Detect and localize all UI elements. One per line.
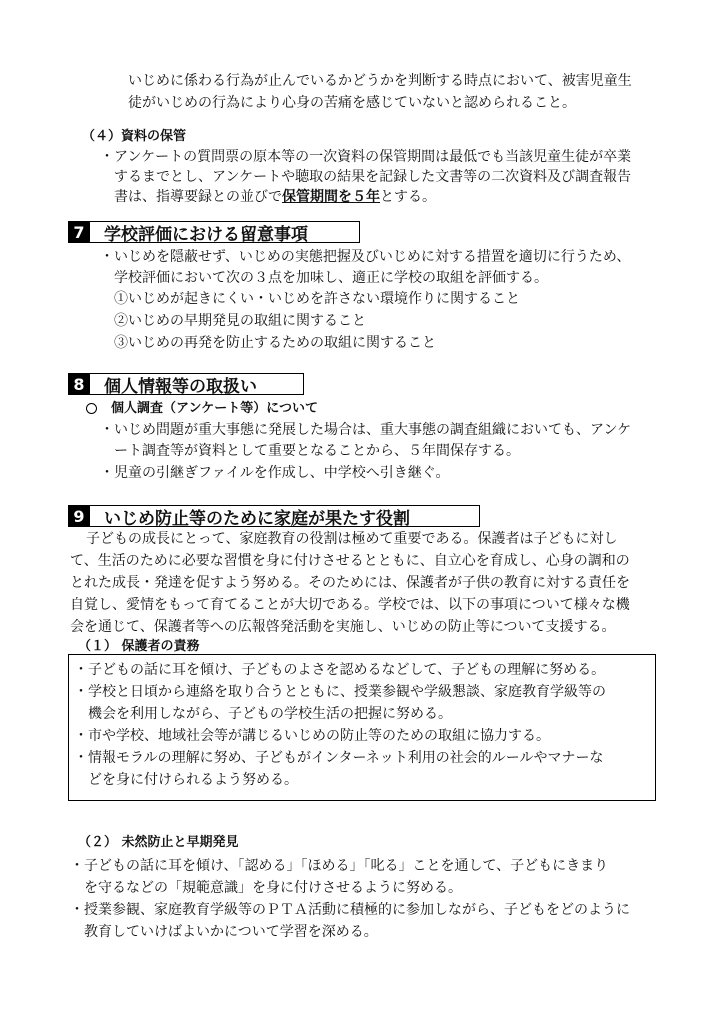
- duty-2-line-2: 機会を利用しながら、子どもの学校生活の把握に努める。: [88, 706, 452, 722]
- section-9-number: 9: [68, 505, 90, 527]
- section-7-item-3: ③いじめの再発を防止するための取組に関すること: [114, 335, 436, 351]
- intro-line-2: 徒がいじめの行為により心身の苦痛を感じていないと認められること。: [128, 95, 576, 111]
- section-8-line-1: ・いじめ問題が重大事態に発展した場合は、重大事態の調査組織においても、アンケ: [100, 422, 632, 438]
- duty-4-line-2: どを身に付けられるよう努める。: [88, 772, 298, 788]
- storage-line-3: 書は、指導要録との並びで保管期間を５年とする。: [114, 189, 436, 205]
- section-7-line-2: 学校評価において次の３点を加味し、適正に学校の取組を評価する。: [114, 270, 548, 286]
- duty-2-line-1: ・学校と日頃から連絡を取り合うとともに、授業参観や学級懇談、家庭教育学級等の: [74, 684, 606, 700]
- section-9-title: いじめ防止等のために家庭が果たす役割: [104, 508, 410, 529]
- section-7-item-1: ①いじめが起きにくい・いじめを許さない環境作りに関すること: [114, 291, 520, 307]
- section-8-heading: [68, 373, 304, 395]
- prevention-2-line-2: 教育していけばよいかについて学習を深める。: [84, 924, 378, 940]
- section-9-para-3: とれた成長・発達を促すよう努める。そのためには、保護者が子供の教育に対する責任を: [70, 575, 630, 591]
- duty-1: ・子どもの話に耳を傾け、子どものよさを認めるなどして、子どもの理解に努める。: [74, 662, 606, 678]
- section-7-number: 7: [68, 221, 90, 243]
- section-8-number: 8: [68, 373, 90, 395]
- section-8-line-3: ・児童の引継ぎファイルを作成し、中学校へ引き継ぐ。: [100, 465, 450, 481]
- duty-3: ・市や学校、地域社会等が講じるいじめの防止等のための取組に協力する。: [74, 728, 550, 744]
- section-9-heading: [68, 505, 480, 527]
- section-8-line-2: ート調査等が資料として重要となることから、５年間保存する。: [114, 443, 520, 459]
- section-8-title: 個人情報等の取扱い: [104, 376, 257, 397]
- duty-4-line-1: ・情報モラルの理解に努め、子どもがインターネット利用の社会的ルールやマナーな: [74, 750, 604, 766]
- section-9-para-1: 子どもの成長にとって、家庭教育の役割は極めて重要である。保護者は子どもに対し: [86, 531, 618, 547]
- intro-line-1: いじめに係わる行為が止んでいるかどうかを判断する時点において、被害児童生: [128, 73, 632, 89]
- section-7-line-1: ・いじめを隠蔽せず、いじめの実態把握及びいじめに対する措置を適切に行うため、: [100, 249, 631, 265]
- prevention-2-line-1: ・授業参観、家庭教育学級等のＰＴＡ活動に積極的に参加しながら、子どもをどのように: [70, 902, 630, 918]
- prevention-1-line-1: ・子どもの話に耳を傾け、「認める」「ほめる」「叱る」ことを通して、子どもにきまり: [70, 858, 609, 874]
- prevention-heading: （２） 未然防止と早期発見: [78, 835, 239, 850]
- section-9-para-5: 会を通じて、保護者等への広報啓発活動を実施し、いじめの防止等について支援する。: [70, 619, 616, 635]
- section-9-para-2: て、生活のために必要な習慣を身に付けさせるとともに、自立心を育成し、心身の調和の: [70, 553, 630, 569]
- section-7-item-2: ②いじめの早期発見の取組に関すること: [114, 313, 366, 329]
- section-9-para-4: 自覚し、愛情をもって育てることが大切である。学校では、以下の事項について様々な機: [70, 597, 630, 613]
- storage-heading: （４）資料の保管: [82, 129, 187, 144]
- section-7-title: 学校評価における留意事項: [104, 224, 308, 245]
- circle-bullet-icon: [86, 403, 97, 414]
- section-8-subheading: 個人調査（アンケート等）について: [86, 400, 318, 418]
- prevention-1-line-2: を守るなどの「規範意識」を身に付けさせるように努める。: [84, 880, 462, 896]
- storage-line-2: するまでとし、アンケートや聴取の結果を記録した文書等の二次資料及び調査報告: [114, 169, 632, 185]
- storage-line-1: ・アンケートの質問票の原本等の一次資料の保管期間は最低でも当該児童生徒が卒業: [100, 149, 632, 165]
- storage-emphasis: 保管期間を５年: [282, 189, 380, 205]
- duties-heading: （１） 保護者の責務: [78, 639, 200, 654]
- section-7-heading: [68, 221, 360, 243]
